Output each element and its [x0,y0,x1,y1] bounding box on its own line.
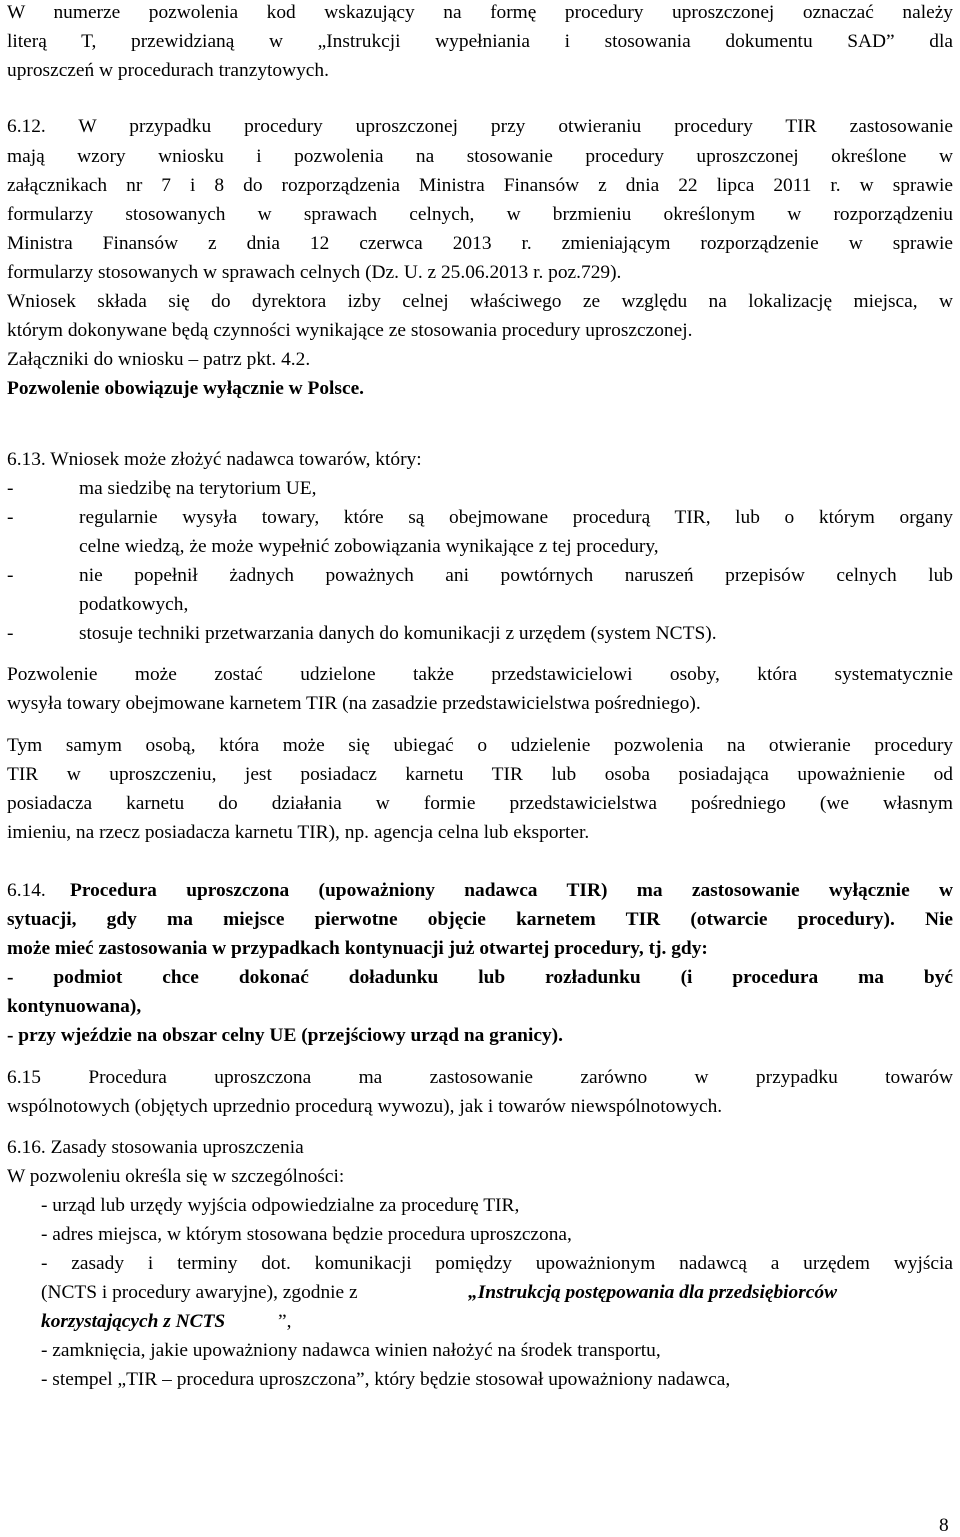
text-line: załącznikach nr 7 i 8 do rozporządzenia Ministra Finansów z dnia 22 lipca 2011 r. w sprawie [7,175,953,196]
text-line: Pozwolenie może zostać udzielone także przedstawicielowi osoby, która systematycznie [7,664,953,685]
text-line: posiadacza karnetu do działania w formie przedstawicielstwa pośredniego (we własnym [7,793,953,814]
text-line: którym dokonywane będą czynności wynikające ze stosowania procedury uproszczonej. [7,320,693,341]
text-line: - [7,565,14,586]
text-line: W pozwoleniu określa się w szczególności: [7,1166,345,1187]
text-line: wysyła towary obejmowane karnetem TIR (na zasadzie przedstawicielstwa pośredniego). [7,693,701,714]
text-line: Załączniki do wniosku – patrz pkt. 4.2. [7,349,311,370]
text-line: regularnie wysyła towary, które są obejmowane procedurą TIR, lub o którym organy [79,507,953,528]
text-line: Pozwolenie obowiązuje wyłącznie w Polsce. [7,378,365,399]
text-line: - adres miejsca, w którym stosowana będzie procedura uproszczona, [41,1224,572,1245]
text-line: 6.15 Procedura uproszczona ma zastosowanie zarówno w przypadku towarów [7,1067,953,1088]
text-line: - [7,507,14,528]
text-line: 6.13. Wniosek może złożyć nadawca towarów, który: [7,449,422,470]
text-line: - zasady i terminy dot. komunikacji pomiędzy upoważnionym nadawcą a urzędem wyjścia [41,1253,953,1274]
text-line: TIR w uproszczeniu, jest posiadacz karnetu TIR lub osoba posiadająca upoważnienie od [7,764,953,785]
text-line: ”, [278,1311,292,1332]
text-line: Wniosek składa się do dyrektora izby celnej właściwego ze względu na lokalizację miejsca, w [7,291,953,312]
text-line: 6.14. [7,880,46,901]
text-line: Tym samym osobą, która może się ubiegać o udzielenie pozwolenia na otwieranie procedury [7,735,953,756]
text-line: imieniu, na rzecz posiadacza karnetu TIR), np. agencja celna lub eksporter. [7,822,590,843]
text-line: - [7,623,14,644]
text-line: formularzy stosowanych w sprawach celnych (Dz. U. z 25.06.2013 r. poz.729). [7,262,622,283]
text-line: mają wzory wniosku i pozwolenia na stosowanie procedury uproszczonej określone w [7,146,953,167]
text-line: formularzy stosowanych w sprawach celnych, w brzmieniu określonym w rozporządzeniu [7,204,953,225]
text-line: nie popełnił żadnych poważnych ani powtórnych naruszeń przepisów celnych lub [79,565,953,586]
text-line: sytuacji, gdy ma miejsce pierwotne objęcie karnetem TIR (otwarcie procedury). Nie [7,909,953,930]
text-line: wspólnotowych (objętych uprzednio procedurą wywozu), jak i towarów niewspólnotowych. [7,1096,723,1117]
text-line: Ministra Finansów z dnia 12 czerwca 2013 r. zmieniającym rozporządzenie w sprawie [7,233,953,254]
text-line: Procedura uproszczona (upoważniony nadawca TIR) ma zastosowanie wyłącznie w [70,880,953,901]
text-line: uproszczeń w procedurach tranzytowych. [7,60,329,81]
text-line: podatkowych, [79,594,189,615]
text-line: - [7,478,14,499]
text-line: może mieć zastosowania w przypadkach kontynuacji już otwartej procedury, tj. gdy: [7,938,708,959]
text-line: literą T, przewidzianą w „Instrukcji wypełniania i stosowania dokumentu SAD” dla [7,31,953,52]
text-line: kontynuowana), [7,996,142,1017]
text-line: - przy wjeździe na obszar celny UE (przejściowy urząd na granicy). [7,1025,563,1046]
text-line: „Instrukcją postępowania dla przedsiębiorców [468,1282,837,1303]
text-line: celne wiedzą, że może wypełnić zobowiązania wynikające z tej procedury, [79,536,659,557]
text-line: stosuje techniki przetwarzania danych do komunikacji z urzędem (system NCTS). [79,623,717,644]
text-line: - urząd lub urzędy wyjścia odpowiedzialne za procedurę TIR, [41,1195,520,1216]
text-line: - zamknięcia, jakie upoważniony nadawca winien nałożyć na środek transportu, [41,1340,661,1361]
text-line: W numerze pozwolenia kod wskazujący na formę procedury uproszczonej oznaczać należy [7,2,953,23]
text-line: - podmiot chce dokonać doładunku lub rozładunku (i procedura ma być [7,967,953,988]
text-line: 6.16. Zasady stosowania uproszczenia [7,1137,304,1158]
text-line: korzystających z NCTS [41,1311,226,1332]
text-line: - stempel „TIR – procedura uproszczona”, który będzie stosował upoważniony nadawca, [41,1369,731,1390]
text-line: 6.12. W przypadku procedury uproszczonej przy otwieraniu procedury TIR zastosowanie [7,116,953,137]
page-number: 8 [939,1515,949,1536]
text-line: ma siedzibę na terytorium UE, [79,478,317,499]
text-line: (NCTS i procedury awaryjne), zgodnie z [41,1282,358,1303]
